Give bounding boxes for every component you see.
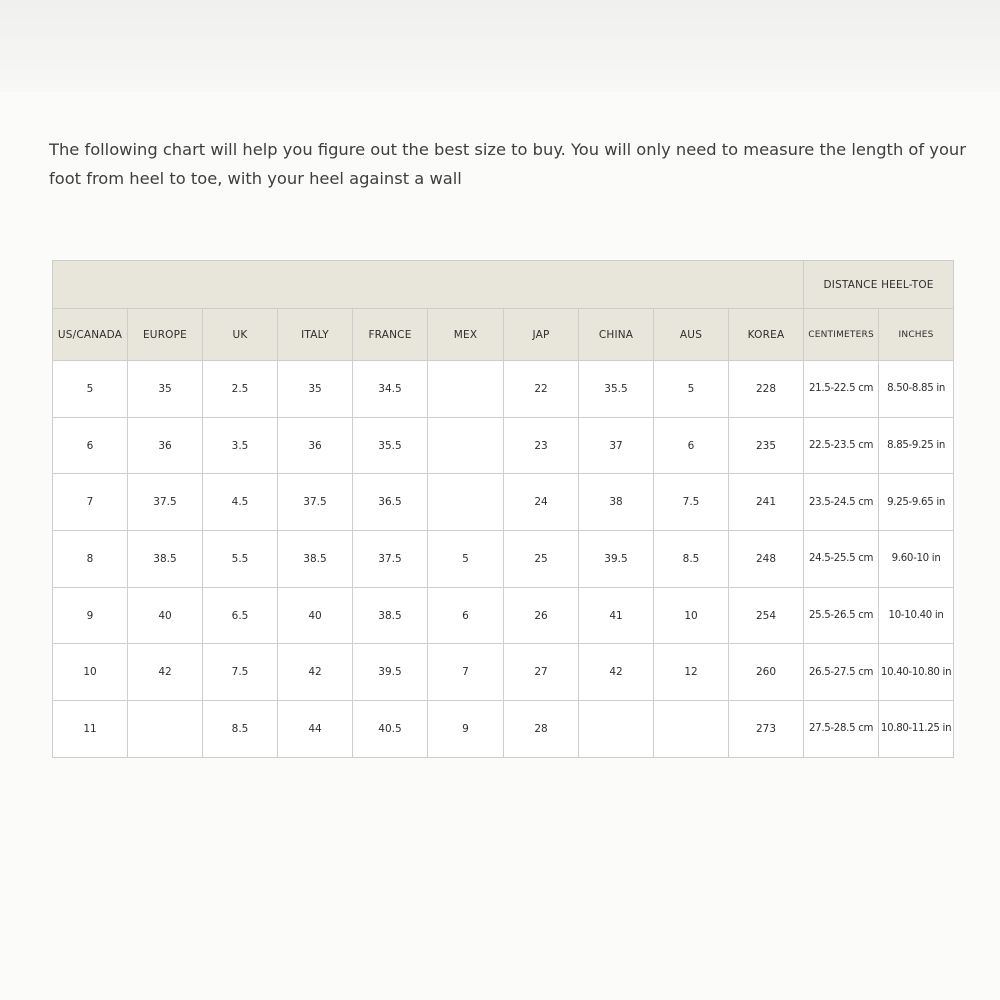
table-cell: 21.5-22.5 cm	[804, 361, 879, 418]
table-header-band	[53, 261, 954, 309]
table-cell: 8.5	[654, 531, 729, 588]
table-cell: 273	[729, 701, 804, 758]
table-row	[53, 701, 954, 758]
table-cell: 7.5	[654, 474, 729, 531]
table-row	[53, 474, 954, 531]
table-cell: 42	[278, 644, 353, 701]
intro-text: The following chart will help you figure out the best size to buy. You will only need to measure the length of your foot from heel to toe, with your heel against a wall	[49, 140, 966, 188]
table-cell: 9	[53, 587, 128, 644]
table-cell: 26.5-27.5 cm	[804, 644, 879, 701]
table-cell: 36.5	[353, 474, 428, 531]
table-cell: 35.5	[353, 417, 428, 474]
table-cell: 41	[579, 587, 654, 644]
table-cell: 25	[504, 531, 579, 588]
table-cell: 2.5	[203, 361, 278, 418]
col-header-inches: INCHES	[879, 309, 954, 361]
table-cell: 42	[128, 644, 203, 701]
table-cell: 6	[654, 417, 729, 474]
table-row	[53, 417, 954, 474]
col-header: ITALY	[278, 309, 353, 361]
table-cell: 10.40-10.80 in	[879, 644, 954, 701]
table-cell: 26	[504, 587, 579, 644]
table-cell: 42	[579, 644, 654, 701]
col-header: AUS	[654, 309, 729, 361]
table-cell: 34.5	[353, 361, 428, 418]
table-cell: 7	[53, 474, 128, 531]
table-cell: 6.5	[203, 587, 278, 644]
col-header: CHINA	[579, 309, 654, 361]
table-cell: 248	[729, 531, 804, 588]
table-row	[53, 361, 954, 418]
table-cell: 10	[654, 587, 729, 644]
table-cell: 27.5-28.5 cm	[804, 701, 879, 758]
table-cell: 3.5	[203, 417, 278, 474]
col-header: JAP	[504, 309, 579, 361]
table-cell: 35	[128, 361, 203, 418]
table-cell: 25.5-26.5 cm	[804, 587, 879, 644]
col-header: MEX	[428, 309, 504, 361]
table-cell: 38.5	[278, 531, 353, 588]
table-cell: 235	[729, 417, 804, 474]
table-cell: 8.50-8.85 in	[879, 361, 954, 418]
table-cell: 38.5	[353, 587, 428, 644]
table-cell: 22.5-23.5 cm	[804, 417, 879, 474]
table-cell: 40.5	[353, 701, 428, 758]
table-cell: 23.5-24.5 cm	[804, 474, 879, 531]
table-cell: 10-10.40 in	[879, 587, 954, 644]
table-cell: 5	[53, 361, 128, 418]
table-cell: 6	[428, 587, 504, 644]
col-header: FRANCE	[353, 309, 428, 361]
table-cell: 9.25-9.65 in	[879, 474, 954, 531]
group-header-distance: DISTANCE HEEL-TOE	[804, 261, 954, 309]
table-cell: 5.5	[203, 531, 278, 588]
table-cell: 37.5	[128, 474, 203, 531]
table-cell: 228	[729, 361, 804, 418]
header-band	[0, 0, 1000, 92]
table-cell: 10	[53, 644, 128, 701]
col-header: UK	[203, 309, 278, 361]
table-cell: 8.85-9.25 in	[879, 417, 954, 474]
table-cell: 44	[278, 701, 353, 758]
table-cell: 8	[53, 531, 128, 588]
table-cell: 35	[278, 361, 353, 418]
table-cell: 7.5	[203, 644, 278, 701]
table-cell: 23	[504, 417, 579, 474]
table-cell: 39.5	[579, 531, 654, 588]
table-cell: 8.5	[203, 701, 278, 758]
table-cell: 39.5	[353, 644, 428, 701]
table-cell: 4.5	[203, 474, 278, 531]
table-cell	[654, 701, 729, 758]
table-cell: 10.80-11.25 in	[879, 701, 954, 758]
table-cell: 7	[428, 644, 504, 701]
table-row	[53, 644, 954, 701]
col-header: US/CANADA	[53, 309, 128, 361]
table-cell: 24	[504, 474, 579, 531]
table-cell: 27	[504, 644, 579, 701]
table-cell: 22	[504, 361, 579, 418]
table-cell: 36	[278, 417, 353, 474]
table-cell	[428, 417, 504, 474]
table-cell: 241	[729, 474, 804, 531]
table-cell	[428, 474, 504, 531]
table-cell: 38.5	[128, 531, 203, 588]
table-cell: 36	[128, 417, 203, 474]
table-cell: 38	[579, 474, 654, 531]
table-cell: 35.5	[579, 361, 654, 418]
table-cell: 28	[504, 701, 579, 758]
table-cell: 9.60-10 in	[879, 531, 954, 588]
table-row	[53, 531, 954, 588]
table-cell: 12	[654, 644, 729, 701]
table-cell: 24.5-25.5 cm	[804, 531, 879, 588]
col-header-centimeters: CENTIMETERS	[804, 309, 879, 361]
table-cell: 37.5	[353, 531, 428, 588]
table-cell	[579, 701, 654, 758]
table-header-row	[53, 309, 954, 361]
header-band-spacer	[53, 261, 804, 309]
table-cell: 5	[654, 361, 729, 418]
table-cell: 11	[53, 701, 128, 758]
table-cell: 37	[579, 417, 654, 474]
col-header: EUROPE	[128, 309, 203, 361]
table-cell: 6	[53, 417, 128, 474]
table-cell: 40	[128, 587, 203, 644]
table-cell: 9	[428, 701, 504, 758]
size-chart-table	[52, 260, 954, 758]
col-header: KOREA	[729, 309, 804, 361]
table-row	[53, 587, 954, 644]
table-cell: 260	[729, 644, 804, 701]
table-cell	[428, 361, 504, 418]
table-cell	[128, 701, 203, 758]
table-cell: 37.5	[278, 474, 353, 531]
table-cell: 254	[729, 587, 804, 644]
table-cell: 5	[428, 531, 504, 588]
table-cell: 40	[278, 587, 353, 644]
